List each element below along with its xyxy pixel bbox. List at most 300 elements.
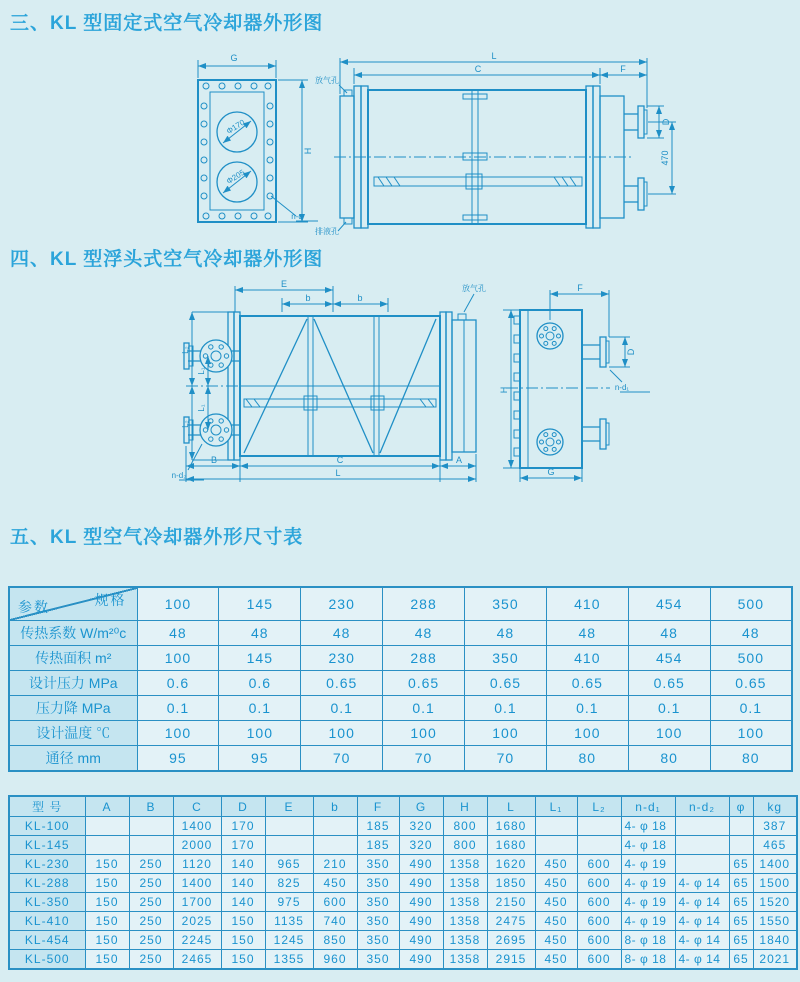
frame-body [184, 312, 476, 460]
dimension-value: 600 [577, 874, 621, 893]
dimension-value: 2021 [753, 950, 797, 970]
dimension-value: 490 [399, 912, 443, 931]
dimension-value: 250 [129, 912, 173, 931]
dimension-value: 2025 [173, 912, 221, 931]
parameter-value: 0.1 [137, 696, 219, 721]
dimension-value: 4- φ 14 [675, 912, 729, 931]
dimension-value: 65 [729, 855, 753, 874]
dim-470-label: 470 [660, 150, 670, 166]
dimension-value [675, 817, 729, 836]
n-d2-label: n-d₂ [171, 471, 187, 480]
drain-label: 排液孔 [315, 227, 339, 236]
dimension-value: 2150 [487, 893, 535, 912]
table-corner-cell [9, 587, 137, 621]
spec-column-header: 145 [219, 587, 301, 621]
parameter-value: 48 [465, 621, 547, 646]
model-row [9, 893, 797, 912]
dimension-value: 450 [535, 855, 577, 874]
dimension-value: 185 [357, 836, 399, 855]
dim-b-label: b [305, 293, 311, 303]
dimension-column-header: G [399, 796, 443, 817]
dimension-column-header: n-d₁ [621, 796, 675, 817]
model-name: KL-410 [9, 912, 85, 931]
shell-body [506, 310, 610, 468]
bore-diameter-label: Φ170 [224, 117, 247, 136]
vent-label: 放气孔 [315, 76, 339, 85]
parameter-value: 500 [710, 646, 792, 671]
parameter-value: 48 [137, 621, 219, 646]
model-name: KL-288 [9, 874, 85, 893]
dimension-value: 450 [535, 874, 577, 893]
dimension-D [609, 337, 636, 367]
dimension-value: 350 [357, 931, 399, 950]
section4-title: 四、KL 型浮头式空气冷却器外形图 [10, 249, 324, 270]
parameter-value: 145 [219, 646, 301, 671]
dimension-value: 965 [265, 855, 313, 874]
spec-column-header: 288 [383, 587, 465, 621]
parameter-value: 100 [301, 721, 383, 746]
dim-L1-label: L₁ [197, 404, 206, 412]
nozzle-bottom [582, 419, 609, 449]
parameter-row [9, 721, 792, 746]
dimension-value: 2000 [173, 836, 221, 855]
dimension-column-header: L₁ [535, 796, 577, 817]
parameter-value: 100 [710, 721, 792, 746]
parameter-value: 48 [219, 621, 301, 646]
model-name: KL-145 [9, 836, 85, 855]
dimension-E [235, 279, 333, 312]
bolt-callout-n-d [271, 196, 318, 221]
dimension-value: 250 [129, 931, 173, 950]
dimension-value: 350 [357, 893, 399, 912]
dim-G-label: G [547, 467, 555, 477]
dimension-value: 65 [729, 931, 753, 950]
parameter-value: 48 [710, 621, 792, 646]
dimension-value: 490 [399, 855, 443, 874]
parameter-value: 230 [301, 646, 383, 671]
vent-callout [462, 283, 486, 312]
dimension-column-header: H [443, 796, 487, 817]
parameter-value: 100 [465, 721, 547, 746]
dimension-value: 250 [129, 950, 173, 970]
dimension-b-right [333, 293, 388, 312]
dim-L2-label: L₂ [181, 346, 190, 354]
dimension-value: 1358 [443, 912, 487, 931]
dimension-value: 150 [221, 950, 265, 970]
dimension-column-header: L₂ [577, 796, 621, 817]
model-name: KL-500 [9, 950, 85, 970]
dimension-value: 800 [443, 836, 487, 855]
dim-G-label: G [230, 53, 238, 63]
corner-spec-label: 规格 [94, 592, 127, 608]
n-d-label: n-d [291, 212, 303, 221]
dimension-column-header: E [265, 796, 313, 817]
vent-label: 放气孔 [462, 284, 486, 293]
dimension-column-header: n-d₂ [675, 796, 729, 817]
dimension-column-header: kg [753, 796, 797, 817]
parameter-row [9, 671, 792, 696]
dimension-value [313, 817, 357, 836]
dimension-value: 1358 [443, 855, 487, 874]
parameters-table [8, 586, 793, 772]
model-row [9, 950, 797, 970]
parameter-value: 70 [383, 746, 465, 772]
dimension-value: 1120 [173, 855, 221, 874]
parameter-value: 48 [546, 621, 628, 646]
parameter-value: 48 [383, 621, 465, 646]
spec-column-header: 454 [628, 587, 710, 621]
dimension-value: 740 [313, 912, 357, 931]
dimension-value [577, 817, 621, 836]
dimension-value [85, 836, 129, 855]
dimension-value: 350 [357, 874, 399, 893]
dimension-value: 1680 [487, 817, 535, 836]
dimension-value [675, 855, 729, 874]
fixed-cooler-side-view-drawing [315, 50, 684, 240]
dim-B-label: B [210, 455, 218, 465]
dimension-value: 1358 [443, 931, 487, 950]
dimension-B [186, 446, 240, 482]
dimension-value: 450 [535, 950, 577, 970]
dimension-value: 65 [729, 893, 753, 912]
parameter-value: 100 [137, 646, 219, 671]
dimension-value: 150 [221, 912, 265, 931]
parameter-value: 0.65 [301, 671, 383, 696]
dimension-value: 150 [85, 912, 129, 931]
dimension-value [313, 836, 357, 855]
dimension-value: 490 [399, 874, 443, 893]
bolt-flange-top [537, 323, 563, 349]
dim-A-label: A [455, 455, 463, 465]
model-row [9, 817, 797, 836]
dimension-value: 465 [753, 836, 797, 855]
dimension-value: 450 [535, 912, 577, 931]
dimension-value: 1358 [443, 874, 487, 893]
dimension-value [729, 817, 753, 836]
parameter-value: 0.65 [546, 671, 628, 696]
dimension-value: 1400 [753, 855, 797, 874]
dimension-value: 65 [729, 874, 753, 893]
dimension-column-header: 型 号 [9, 796, 85, 817]
spec-column-header: 500 [710, 587, 792, 621]
parameter-value: 80 [710, 746, 792, 772]
dimension-value [265, 817, 313, 836]
dimension-value: 450 [535, 893, 577, 912]
parameter-value: 48 [628, 621, 710, 646]
dimension-value: 600 [577, 893, 621, 912]
model-row [9, 931, 797, 950]
dim-L1-label: L₁ [197, 367, 206, 375]
dimension-column-header: b [313, 796, 357, 817]
dimension-value: 2915 [487, 950, 535, 970]
dimension-value: 350 [357, 855, 399, 874]
dimension-G [198, 53, 276, 78]
nozzle-bore-bottom [217, 162, 257, 202]
dimension-value: 150 [85, 950, 129, 970]
dimension-value: 1400 [173, 817, 221, 836]
dimension-value: 4- φ 14 [675, 893, 729, 912]
dimension-value [729, 836, 753, 855]
bore-diameter-label: Φ205 [224, 167, 247, 186]
model-row [9, 855, 797, 874]
parameter-row [9, 621, 792, 646]
dim-L2-label: L₂ [181, 420, 190, 428]
parameter-value: 48 [301, 621, 383, 646]
dimension-value: 250 [129, 893, 173, 912]
dimension-value [85, 817, 129, 836]
dimension-value: 600 [577, 931, 621, 950]
dimension-value: 825 [265, 874, 313, 893]
dimension-value: 600 [577, 912, 621, 931]
dim-C-label: C [336, 455, 344, 465]
truss [240, 316, 440, 456]
parameter-value: 350 [465, 646, 547, 671]
bolt-flange-bottom [537, 429, 563, 455]
parameter-value: 0.1 [710, 696, 792, 721]
parameter-label: 压力降 MPa [9, 696, 137, 721]
dimension-value: 150 [221, 931, 265, 950]
model-name: KL-454 [9, 931, 85, 950]
dimension-value: 1520 [753, 893, 797, 912]
dimension-value: 4- φ 19 [621, 912, 675, 931]
dimension-value: 1400 [173, 874, 221, 893]
dimension-column-header: C [173, 796, 221, 817]
tie-rod [244, 396, 436, 410]
bolt-holes [201, 83, 273, 219]
parameter-row [9, 646, 792, 671]
dimension-value: 150 [85, 855, 129, 874]
dimension-value: 140 [221, 893, 265, 912]
parameter-value: 0.1 [465, 696, 547, 721]
dimension-value: 65 [729, 912, 753, 931]
model-row [9, 912, 797, 931]
parameter-label: 传热面积 m² [9, 646, 137, 671]
dimension-value: 4- φ 18 [621, 836, 675, 855]
parameter-value: 0.1 [383, 696, 465, 721]
dimension-value: 2475 [487, 912, 535, 931]
model-name: KL-230 [9, 855, 85, 874]
dimension-L [340, 51, 647, 108]
dimension-value: 1358 [443, 893, 487, 912]
parameter-value: 0.65 [628, 671, 710, 696]
dimension-value: 2245 [173, 931, 221, 950]
parameters-table-header-row [9, 587, 792, 621]
dim-L-label: L [491, 51, 497, 61]
parameter-value: 80 [628, 746, 710, 772]
parameter-value: 70 [465, 746, 547, 772]
dimension-column-header: L [487, 796, 535, 817]
dimension-value: 975 [265, 893, 313, 912]
dimension-value: 450 [313, 874, 357, 893]
dimension-value: 140 [221, 855, 265, 874]
parameter-value: 410 [546, 646, 628, 671]
dimension-value: 450 [535, 931, 577, 950]
fixed-cooler-end-view-drawing [168, 46, 328, 241]
parameter-value: 0.1 [628, 696, 710, 721]
spec-column-header: 410 [546, 587, 628, 621]
dimension-value: 250 [129, 855, 173, 874]
dimension-value: 490 [399, 893, 443, 912]
parameter-value: 454 [628, 646, 710, 671]
dimension-value: 800 [443, 817, 487, 836]
dimension-value: 65 [729, 950, 753, 970]
dimensions-table [8, 795, 798, 970]
dimension-value: 4- φ 14 [675, 950, 729, 970]
nozzle-top [624, 106, 647, 138]
parameter-value: 0.65 [465, 671, 547, 696]
parameter-value: 100 [546, 721, 628, 746]
dimension-value: 210 [313, 855, 357, 874]
dim-b-label: b [357, 293, 363, 303]
spec-column-header: 230 [301, 587, 383, 621]
dimension-value: 1245 [265, 931, 313, 950]
parameter-label: 传热系数 W/m²⁰c [9, 621, 137, 646]
parameter-row [9, 746, 792, 772]
dim-F-label: F [577, 283, 583, 293]
dimension-value: 170 [221, 836, 265, 855]
parameter-value: 0.6 [137, 671, 219, 696]
dimension-value: 150 [85, 893, 129, 912]
dimension-value: 600 [577, 855, 621, 874]
dimension-value: 4- φ 19 [621, 874, 675, 893]
dimension-column-header: F [357, 796, 399, 817]
dimension-value: 4- φ 19 [621, 893, 675, 912]
n-d1-label: n-d₁ [614, 383, 630, 392]
dimension-value [675, 836, 729, 855]
dim-H-label: H [303, 147, 313, 155]
dimension-column-header: A [85, 796, 129, 817]
corner-param-label: 参数 [18, 599, 50, 615]
dimension-value [129, 817, 173, 836]
section3-title: 三、KL 型固定式空气冷却器外形图 [10, 13, 324, 34]
dimensions-table-header-row [9, 796, 797, 817]
dimension-value: 8- φ 18 [621, 950, 675, 970]
parameter-value: 0.65 [710, 671, 792, 696]
dimension-column-header: B [129, 796, 173, 817]
dimension-value [535, 836, 577, 855]
bolt-callout-n-d2 [172, 444, 204, 480]
dim-D-label: D [661, 118, 671, 126]
parameter-label: 设计温度 ℃ [9, 721, 137, 746]
dimension-value: 320 [399, 817, 443, 836]
dim-F-label: F [620, 64, 626, 74]
dimension-value: 1620 [487, 855, 535, 874]
dimension-value: 140 [221, 874, 265, 893]
dimension-value: 1850 [487, 874, 535, 893]
parameter-value: 100 [628, 721, 710, 746]
dimension-value: 350 [357, 950, 399, 970]
dimension-value: 2465 [173, 950, 221, 970]
parameter-label: 设计压力 MPa [9, 671, 137, 696]
dimension-G [520, 467, 582, 482]
model-row [9, 874, 797, 893]
parameter-value: 100 [137, 721, 219, 746]
dimension-value [577, 836, 621, 855]
dimension-value: 490 [399, 950, 443, 970]
nozzle-bore-top [217, 112, 257, 152]
parameter-value: 288 [383, 646, 465, 671]
parameter-value: 100 [383, 721, 465, 746]
dimension-value: 320 [399, 836, 443, 855]
floating-head-side-view-drawing [498, 282, 668, 487]
dimension-value: 850 [313, 931, 357, 950]
dimension-column-header: φ [729, 796, 753, 817]
parameter-value: 100 [219, 721, 301, 746]
model-name: KL-350 [9, 893, 85, 912]
dimension-470 [648, 122, 676, 194]
dimension-value [129, 836, 173, 855]
dimension-value: 250 [129, 874, 173, 893]
spec-column-header: 350 [465, 587, 547, 621]
cooler-body [334, 86, 647, 228]
parameter-value: 70 [301, 746, 383, 772]
parameter-value: 80 [546, 746, 628, 772]
dimension-value: 4- φ 14 [675, 931, 729, 950]
bolt-callout-n-d1 [610, 370, 650, 392]
dimension-value: 4- φ 14 [675, 874, 729, 893]
dimension-value: 600 [313, 893, 357, 912]
dimension-value: 960 [313, 950, 357, 970]
dimension-value: 1500 [753, 874, 797, 893]
dimension-C [354, 64, 600, 84]
parameter-value: 0.6 [219, 671, 301, 696]
parameter-value: 0.65 [383, 671, 465, 696]
dimension-column-header: D [221, 796, 265, 817]
section5-title: 五、KL 型空气冷却器外形尺寸表 [10, 527, 304, 548]
dimension-b-left [282, 293, 333, 312]
parameter-value: 0.1 [301, 696, 383, 721]
dimension-value: 170 [221, 817, 265, 836]
dimension-value: 1840 [753, 931, 797, 950]
dimension-value: 1355 [265, 950, 313, 970]
parameter-label: 通径 mm [9, 746, 137, 772]
dimension-value: 150 [85, 931, 129, 950]
dimension-value: 2695 [487, 931, 535, 950]
nozzle-top [582, 337, 609, 367]
dimension-value: 600 [577, 950, 621, 970]
dim-E-label: E [280, 279, 288, 289]
parameter-value: 95 [219, 746, 301, 772]
dimension-value: 490 [399, 931, 443, 950]
dim-H-label: H [499, 386, 509, 394]
parameter-row [9, 696, 792, 721]
dimension-value: 4- φ 19 [621, 855, 675, 874]
parameter-value: 0.1 [546, 696, 628, 721]
dimension-value: 8- φ 18 [621, 931, 675, 950]
dimension-value [265, 836, 313, 855]
dim-C-label: C [474, 64, 482, 74]
flange-plate [198, 80, 276, 222]
floating-head-front-view-drawing [171, 278, 508, 483]
dim-L-label: L [335, 468, 341, 478]
dimension-L [186, 468, 476, 479]
model-name: KL-100 [9, 817, 85, 836]
spec-column-header: 100 [137, 587, 219, 621]
dimension-value: 1358 [443, 950, 487, 970]
dimension-F [600, 64, 647, 75]
dimension-value: 1550 [753, 912, 797, 931]
dimension-value: 150 [85, 874, 129, 893]
dimension-value: 185 [357, 817, 399, 836]
dimension-value: 350 [357, 912, 399, 931]
dimension-value: 1700 [173, 893, 221, 912]
parameter-value: 0.1 [219, 696, 301, 721]
dimension-value: 4- φ 18 [621, 817, 675, 836]
dimension-value: 1135 [265, 912, 313, 931]
dimension-value: 1680 [487, 836, 535, 855]
dimension-value [535, 817, 577, 836]
dimension-H [278, 80, 313, 222]
